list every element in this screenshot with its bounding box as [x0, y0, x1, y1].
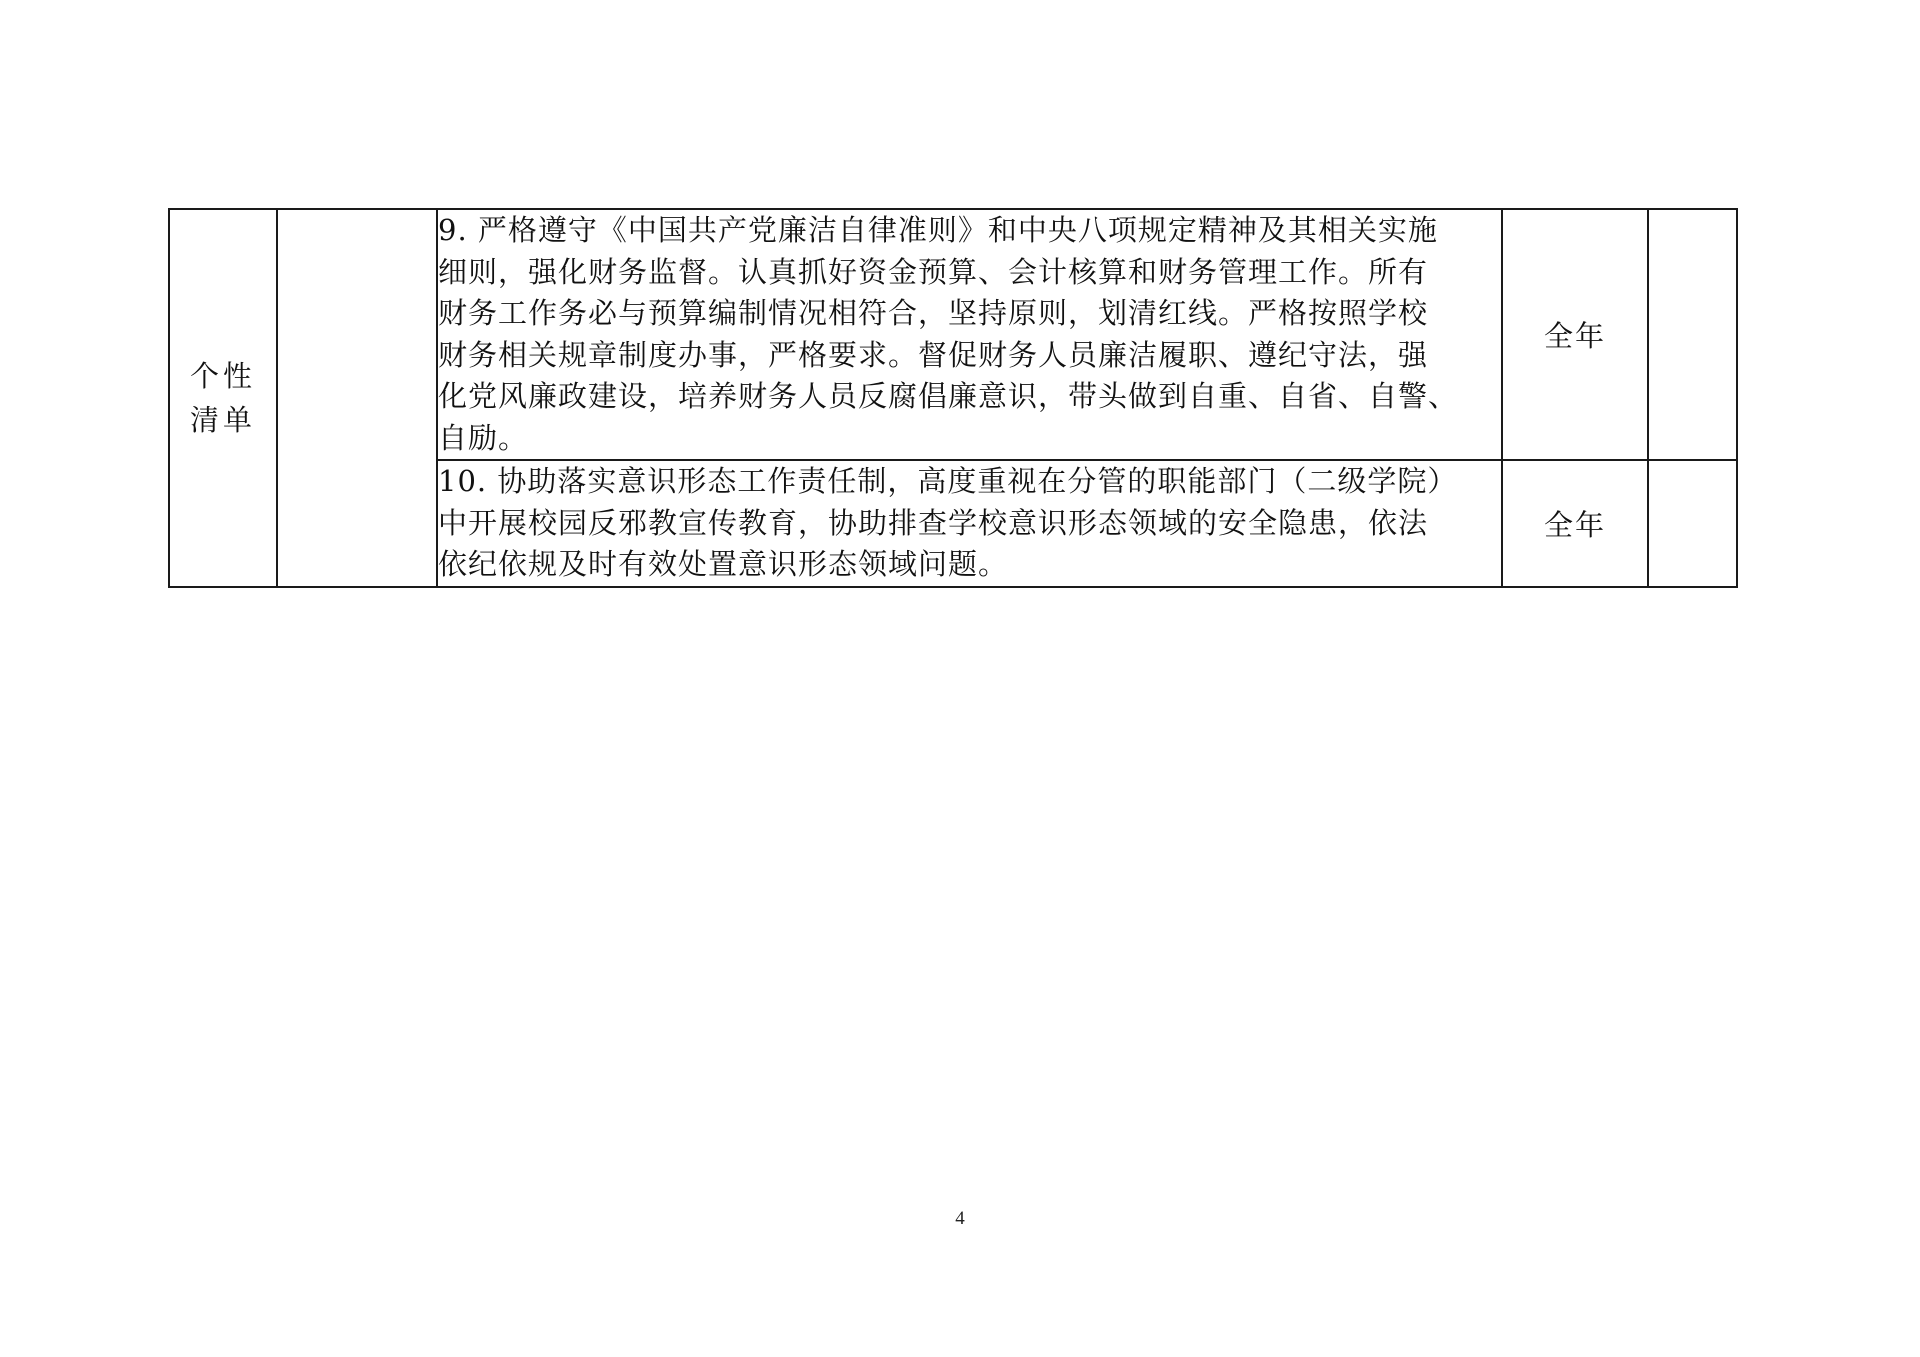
page-number: 4	[955, 1208, 965, 1229]
item-text-line: 10. 协助落实意识形态工作责任制，高度重视在分管的职能部门（二级学院）	[438, 464, 1458, 498]
item-text-line: 依纪依规及时有效处置意识形态领域问题。	[438, 547, 1009, 581]
empty-column-cell	[277, 209, 437, 587]
time-cell: 全年	[1502, 460, 1648, 587]
category-label-line-1: 个性	[189, 358, 256, 393]
item-text-line: 9. 严格遵守《中国共产党廉洁自律准则》和中央八项规定精神及其相关实施	[438, 213, 1438, 247]
item-text-line: 财务相关规章制度办事，严格要求。督促财务人员廉洁履职、遵纪守法，强	[438, 337, 1429, 372]
item-text-line: 化党风廉政建设，培养财务人员反腐倡廉意识，带头做到自重、自省、自警、	[438, 379, 1459, 413]
category-cell	[169, 209, 277, 587]
item-text-line: 财务工作务必与预算编制情况相符合，坚持原则，划清红线。严格按照学校	[438, 296, 1429, 330]
category-label-line-2: 清单	[189, 402, 256, 437]
item-text-line: 细则，强化财务监督。认真抓好资金预算、会计核算和财务管理工作。所有	[438, 254, 1429, 289]
table-row	[169, 209, 1737, 460]
item-text-line: 自励。	[438, 420, 529, 455]
note-cell	[1648, 209, 1737, 460]
note-cell	[1648, 460, 1737, 587]
item-content-cell	[437, 460, 1502, 587]
item-content-cell	[437, 209, 1502, 460]
responsibility-table	[168, 208, 1738, 588]
time-cell: 全年	[1502, 209, 1648, 460]
item-text-line: 中开展校园反邪教宣传教育，协助排查学校意识形态领域的安全隐患，依法	[438, 505, 1429, 540]
